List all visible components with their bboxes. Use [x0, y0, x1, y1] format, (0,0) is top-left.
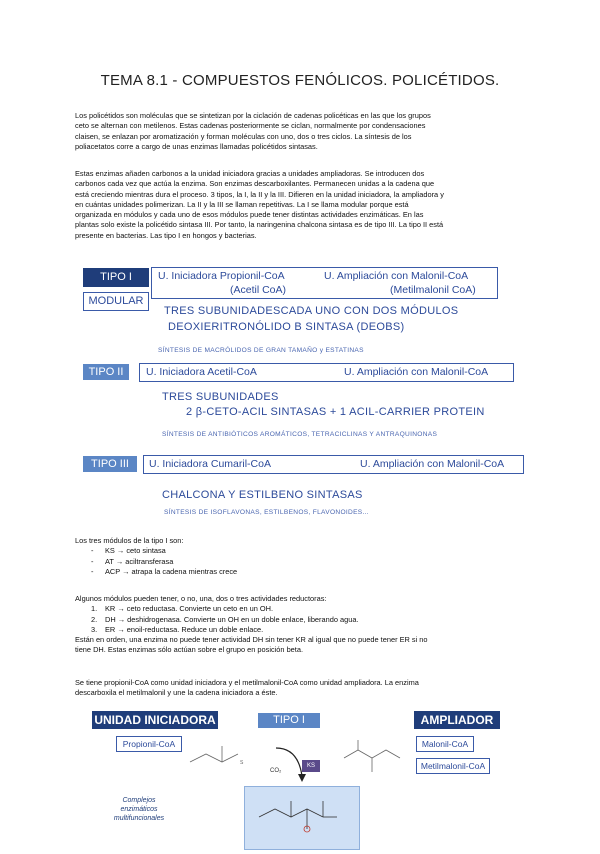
metilmalonil-box: Metilmalonil-CoA — [416, 758, 490, 774]
modules-section — [75, 536, 535, 577]
tipo-i-line-2: DEOXIERITRONÓLIDO B SINTASA (DEOBS) — [168, 321, 405, 333]
iniciadora-sub: (Acetil CoA) — [230, 284, 287, 296]
tipo-ii-line-2: 2 β-CETO-ACIL SINTASAS + 1 ACIL-CARRIER PROTEIN — [186, 406, 485, 418]
tipo-i-line-1: TRES SUBUNIDADESCADA UNO CON DOS MÓDULOS — [164, 305, 459, 317]
list-item: 3. ER → enoil-reductasa. Reduce un doble enlace. — [91, 624, 264, 634]
metilmalonil-structure — [336, 738, 416, 784]
text-line: plantas solo existe la policétido sintasa III. Por tanto, la naringenina chalcona sintasa es de tipo III. La tipo II está — [75, 220, 444, 230]
text-line: Estas enzimas añaden carbonos a la unidad iniciadora gracias a unidades ampliadoras. Se introducen dos — [75, 169, 425, 178]
text-line: tiene DH. Estas enzimas sólo actúan sobre el grupo en posición beta. — [75, 645, 304, 655]
propionil-box: Propionil-CoA — [116, 736, 182, 752]
product-structure — [245, 787, 359, 849]
tipo-i-figure-label: TIPO I — [258, 713, 320, 728]
reductoras-heading: Algunos módulos pueden tener, o no, una, dos o tres actividades reductoras: — [75, 594, 327, 603]
tipo-iii-label: TIPO III — [83, 456, 137, 472]
final-paragraph — [75, 678, 535, 699]
list-item: - KS → ceto sintasa — [91, 546, 166, 556]
unidad-iniciadora-header: UNIDAD INICIADORA — [92, 711, 218, 729]
text-line: descarboxila el metilmalonil y une la cadena iniciadora a éste. — [75, 688, 278, 698]
page-title: TEMA 8.1 - COMPUESTOS FENÓLICOS. POLICÉTIDOS. — [100, 72, 500, 89]
tipo-ii-units-box — [139, 363, 514, 382]
propionil-structure — [180, 738, 260, 778]
iniciadora-label: U. Iniciadora Acetil-CoA — [146, 366, 257, 378]
product-panel — [244, 786, 360, 850]
text-line: Están en orden, una enzima no puede tener actividad DH sin tener KR al igual que no puede tener ER si no — [75, 635, 428, 645]
tipo-iii-units-box — [143, 455, 524, 474]
reductoras-section — [75, 594, 535, 656]
ks-badge: KS — [302, 760, 320, 772]
ampliacion-label: U. Ampliación con Malonil-CoA — [324, 270, 469, 282]
tipo-i-label: TIPO I — [83, 268, 149, 287]
tipo-ii-line-1: TRES SUBUNIDADES — [162, 391, 279, 403]
ampliador-header: AMPLIADOR — [414, 711, 500, 729]
list-item: - ACP → atrapa la cadena mientras crece — [91, 566, 238, 576]
text-line: en cuántas unidades polimerizan. La II y la III se llaman repetitivas. La I se llama modular porque está — [75, 199, 409, 209]
tipo-ii-label: TIPO II — [83, 364, 129, 380]
text-line: claisen, se enlazan por aromatización y forman moléculas con uno, dos o tres ciclos. La síntesis de los — [75, 131, 412, 141]
tipo-i-units-box — [151, 267, 498, 299]
intro-paragraph-1 — [75, 111, 535, 152]
malonil-box: Malonil-CoA — [416, 736, 474, 752]
text-line: organizada en módulos y cada uno de esos módulos puede tener distintas actividades enzimáticas. En las — [75, 210, 424, 220]
tipo-ii-note: SÍNTESIS DE ANTIBIÓTICOS AROMÁTICOS, TETRACICLINAS Y ANTRAQUINONAS — [162, 431, 438, 438]
complejos-label: Complejos enzimáticos multifuncionales — [113, 797, 165, 822]
intro-paragraph-2 — [75, 169, 535, 241]
ampliacion-label: U. Ampliación con Malonil-CoA — [360, 458, 505, 470]
text-line: presente en bacterias. Las tipo I en hongos y bacterias. — [75, 230, 257, 240]
ampliacion-sub: (Metilmalonil CoA) — [390, 284, 476, 296]
list-item: 1. KR → ceto reductasa. Convierte un ceto en un OH. — [91, 604, 274, 614]
modules-heading: Los tres módulos de la tipo I son: — [75, 536, 184, 545]
text-line: carbonos cada vez que actúa la enzima. Son enzimas descarboxilantes. Permanecen unidas a la cadena que — [75, 179, 435, 189]
modular-label: MODULAR — [83, 292, 149, 311]
text-line: Se tiene propionil-CoA como unidad iniciadora y el metilmalonil-CoA como unidad ampliadora. La enzima — [75, 678, 419, 687]
text-line: está creciendo mientras dura el proceso. 3 tipos, la I, la II y la III. Difieren en la unidad iniciadora, la ampliadora y — [75, 189, 444, 199]
ampliacion-label: U. Ampliación con Malonil-CoA — [344, 366, 489, 378]
text-line: Los policétidos son moléculas que se sintetizan por la ciclación de cadenas policéticas en las que los grupos — [75, 111, 431, 120]
tipo-i-note: SÍNTESIS DE MACRÓLIDOS DE GRAN TAMAÑO y ESTATINAS — [158, 347, 364, 354]
list-item: - AT → aciltransferasa — [91, 556, 174, 566]
list-item: 2. DH → deshidrogenasa. Convierte un OH en un doble enlace, liberando agua. — [91, 614, 359, 624]
text-line: ceto se alternan con metilenos. Estas cadenas posteriormente se ciclan, normalmente por condensaciones — [75, 121, 426, 131]
tipo-iii-line-1: CHALCONA Y ESTILBENO SINTASAS — [162, 489, 363, 501]
tipo-iii-note: SÍNTESIS DE ISOFLAVONAS, ESTILBENOS, FLAVONOIDES... — [164, 509, 369, 516]
iniciadora-label: U. Iniciadora Propionil-CoA — [158, 270, 285, 282]
iniciadora-label: U. Iniciadora Cumaril-CoA — [149, 458, 271, 470]
svg-text:S: S — [240, 760, 244, 766]
text-line: poliacetatos corre a cargo de unas enzimas llamadas policétidos sintasas. — [75, 141, 318, 151]
co2-label: CO₂ — [270, 768, 282, 774]
